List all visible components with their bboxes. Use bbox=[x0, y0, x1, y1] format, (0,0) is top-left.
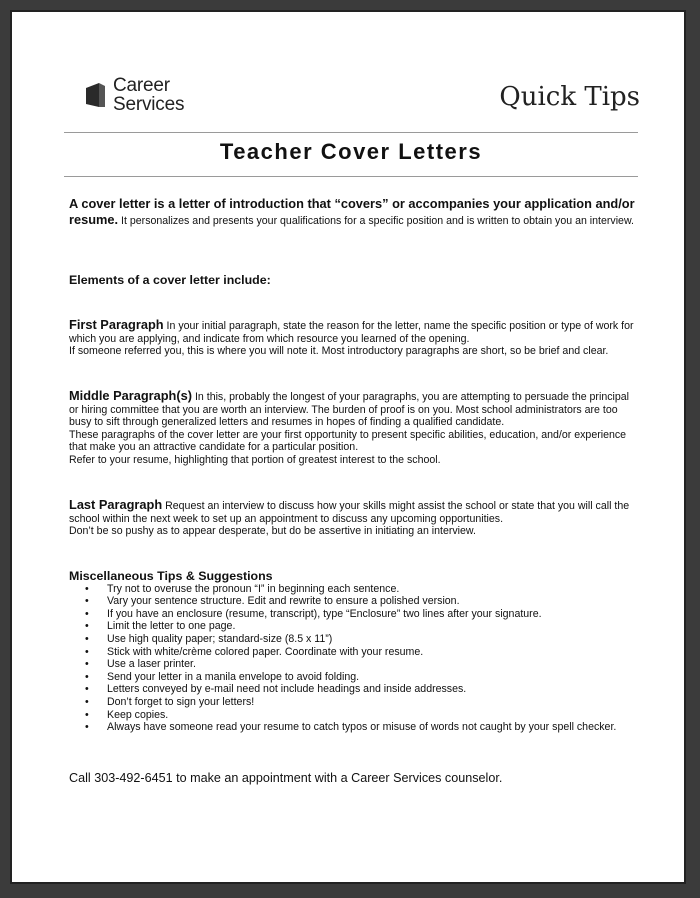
top-divider bbox=[64, 132, 638, 133]
misc-tips-list bbox=[69, 583, 641, 734]
tip-item: • Don’t forget to sign your letters! bbox=[107, 696, 641, 709]
logo-line-2: Services bbox=[113, 94, 185, 115]
tip-item: • Send your letter in a manila envelope to avoid folding. bbox=[107, 671, 641, 684]
middle-paragraph-body: In this, probably the longest of your paragraphs, you are attempting to persuade the principal or hiring committee that you are worth an interview. The burden of proof is on you. Most school administrators are too busy to sift through generalized letters and resumes in hopes of finding a qualified candidate. bbox=[69, 391, 629, 429]
last-paragraph-body-2: Don’t be so pushy as to appear desperate, but do be assertive in initiating an interview. bbox=[69, 525, 476, 538]
book-logo-icon bbox=[86, 83, 108, 107]
misc-tips-section bbox=[69, 570, 641, 734]
document-page bbox=[10, 10, 686, 884]
first-paragraph-body-2: If someone referred you, this is where you will note it. Most introductory paragraphs are short, so be brief and clear. bbox=[69, 345, 609, 358]
logo-line-1: Career bbox=[113, 75, 170, 96]
tip-item: • Vary your sentence structure. Edit and rewrite to ensure a polished version. bbox=[107, 595, 641, 608]
first-paragraph-section bbox=[69, 319, 641, 358]
middle-paragraph-heading: Middle Paragraph(s) bbox=[69, 388, 193, 403]
title-divider bbox=[64, 176, 638, 177]
tip-item: • Keep copies. bbox=[107, 709, 641, 722]
page-title: Teacher Cover Letters bbox=[219, 139, 483, 164]
middle-paragraph-body-3: Refer to your resume, highlighting that portion of greatest interest to the school. bbox=[69, 453, 441, 466]
intro-body: It personalizes and presents your qualifications for a specific position and is written to obtain you an interview. bbox=[121, 214, 634, 227]
middle-paragraph-section bbox=[69, 390, 641, 467]
career-services-logo bbox=[86, 76, 184, 114]
intro-section bbox=[69, 196, 641, 227]
last-paragraph-body: Request an interview to discuss how your skills might assist the school or state that you will call the school within the next week to set up an appointment to discuss any upcoming opportunities. bbox=[69, 500, 630, 525]
logo-text bbox=[113, 76, 184, 114]
tip-item: • Limit the letter to one page. bbox=[107, 620, 641, 633]
misc-tips-heading: Miscellaneous Tips & Suggestions bbox=[69, 569, 273, 583]
elements-heading bbox=[69, 274, 641, 288]
quick-tips-label: Quick Tips bbox=[499, 82, 640, 112]
tip-item: • Try not to overuse the pronoun “I” in beginning each sentence. bbox=[107, 583, 641, 596]
tip-item: • Always have someone read your resume to catch typos or misuse of words not caught by your spell checker. bbox=[107, 721, 641, 734]
tip-item: • If you have an enclosure (resume, transcript), type “Enclosure” two lines after your signature. bbox=[107, 608, 641, 621]
tip-item: • Stick with white/crème colored paper. Coordinate with your resume. bbox=[107, 646, 641, 659]
middle-paragraph-body-2: These paragraphs of the cover letter are your first opportunity to present specific abilities, education, and/or experience that make you an attractive candidate for a particular position. bbox=[69, 428, 627, 454]
tip-item: • Use high quality paper; standard-size (8.5 x 11”) bbox=[107, 633, 641, 646]
tip-item: • Use a laser printer. bbox=[107, 658, 641, 671]
first-paragraph-body: In your initial paragraph, state the reason for the letter, name the specific position or type of work for which you are applying, and indicate from which resource you learned of the opening. bbox=[69, 320, 634, 345]
tip-item: • Letters conveyed by e-mail need not include headings and inside addresses. bbox=[107, 683, 641, 696]
last-paragraph-heading: Last Paragraph bbox=[69, 497, 163, 512]
call-to-action: Call 303-492-6451 to make an appointment with a Career Services counselor. bbox=[69, 771, 503, 785]
elements-heading-text: Elements of a cover letter include: bbox=[69, 273, 271, 287]
first-paragraph-heading: First Paragraph bbox=[69, 317, 164, 332]
intro-lead: A cover letter is a letter of introduction that “covers” or accompanies your application and/or resume. bbox=[69, 196, 635, 227]
last-paragraph-section bbox=[69, 499, 641, 538]
